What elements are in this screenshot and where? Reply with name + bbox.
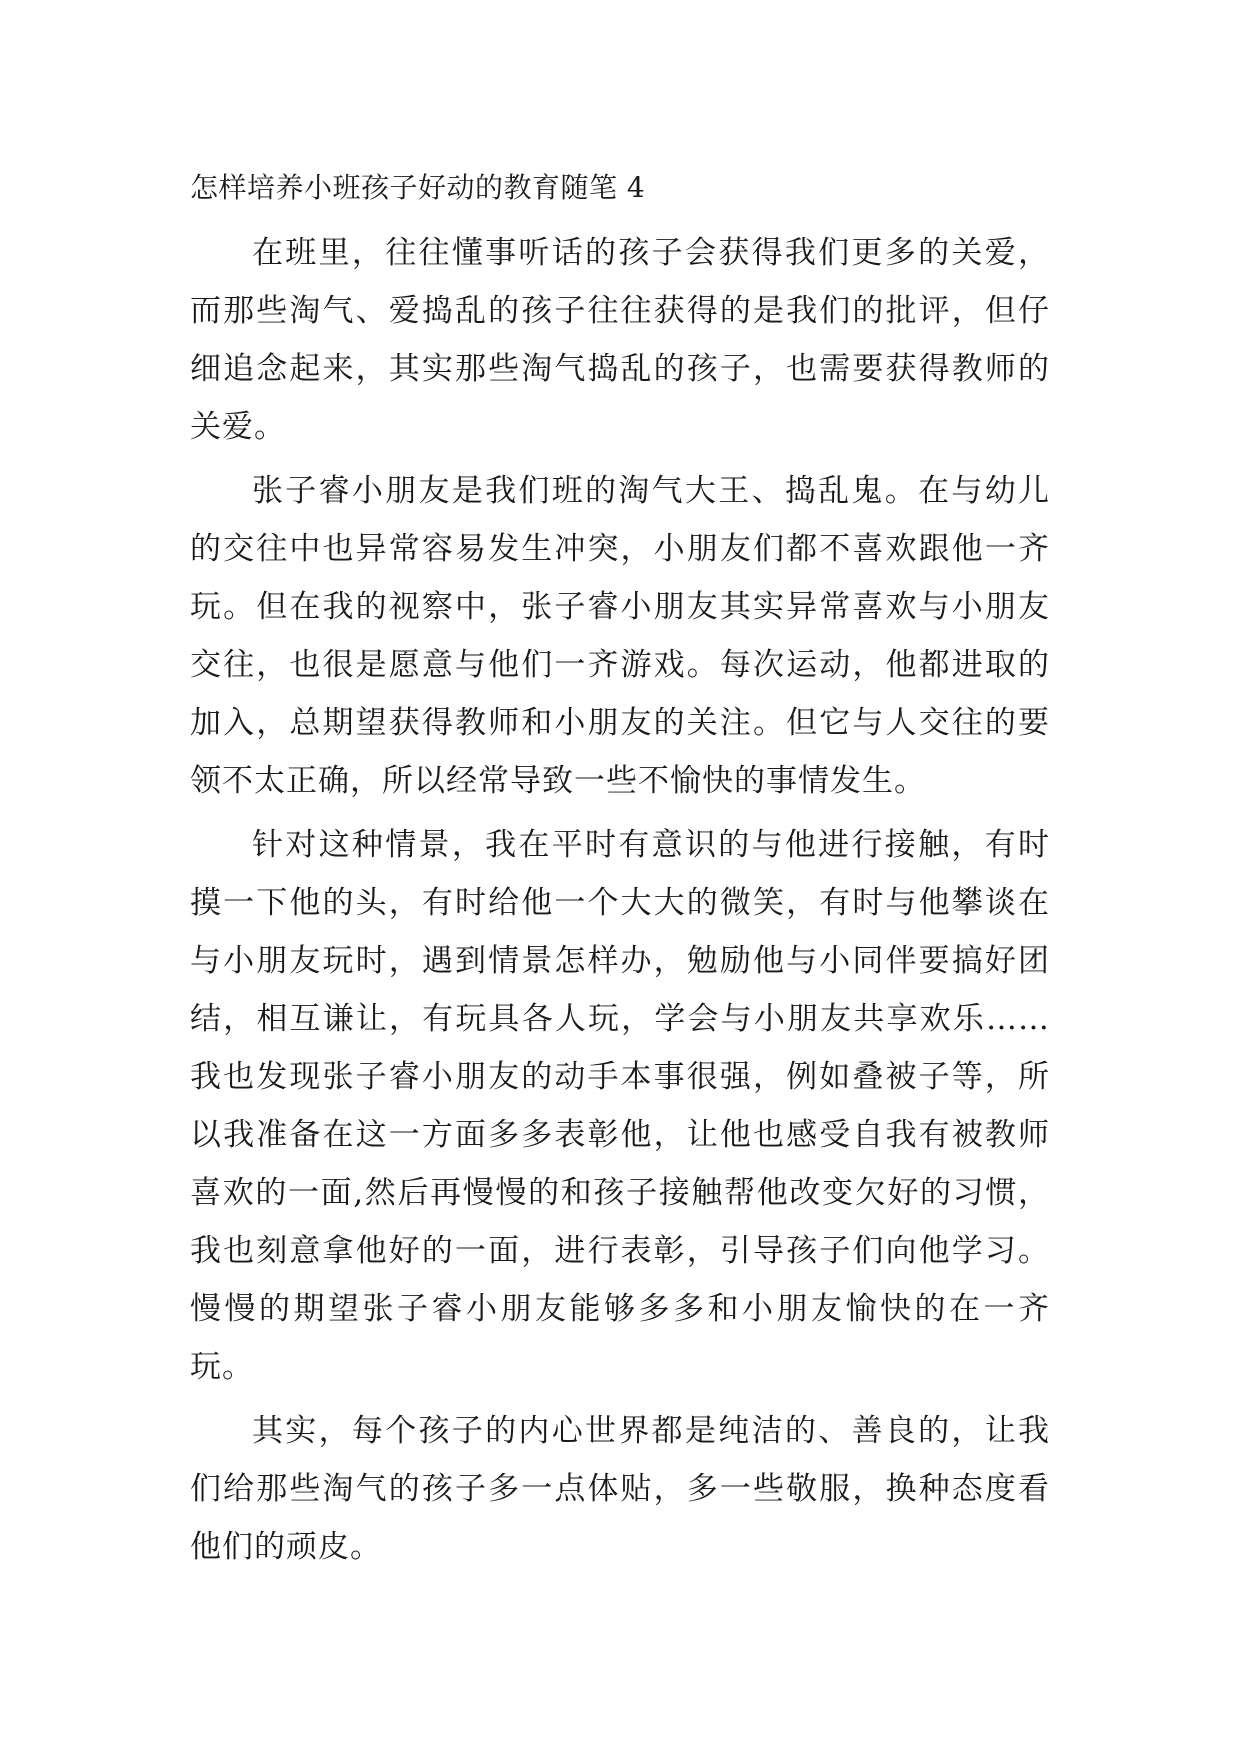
document-title: 怎样培养小班孩子好动的教育随笔 4 xyxy=(190,171,646,204)
paragraph-2: 张子睿小朋友是我们班的淘气大王、捣乱鬼。在与幼儿的交往中也异常容易发生冲突，小朋友们都不喜欢跟他一齐玩。但在我的视察中，张子睿小朋友其实异常喜欢与小朋友交往，也很是愿意与他们一齐游戏。每次运动，他都进取的加入，总期望获得教师和小朋友的关注。但它与人交往的要领不太正确，所以经常导致一些不愉快的事情发生。 xyxy=(190,473,1050,799)
document-body xyxy=(190,158,1050,1576)
paragraph-3: 针对这种情景，我在平时有意识的与他进行接触，有时摸一下他的头，有时给他一个大大的微笑，有时与他攀谈在与小朋友玩时，遇到情景怎样办，勉励他与小同伴要搞好团结，相互谦让，有玩具各人玩，学会与小朋友共享欢乐……我也发现张子睿小朋友的动手本事很强，例如叠被子等，所以我准备在这一方面多多表彰他，让他也感受自我有被教师喜欢的一面,然后再慢慢的和孩子接触帮他改变欠好的习惯，我也刻意拿他好的一面，进行表彰，引导孩子们向他学习。慢慢的期望张子睿小朋友能够多多和小朋友愉快的在一齐玩。 xyxy=(190,827,1050,1385)
paragraph-4: 其实，每个孩子的内心世界都是纯洁的、善良的，让我们给那些淘气的孩子多一点体贴，多一些敬服，换种态度看他们的顽皮。 xyxy=(190,1413,1050,1565)
paragraph-1: 在班里，往往懂事听话的孩子会获得我们更多的关爱，而那些淘气、爱捣乱的孩子往往获得的是我们的批评，但仔细追念起来，其实那些淘气捣乱的孩子，也需要获得教师的关爱。 xyxy=(190,235,1050,445)
